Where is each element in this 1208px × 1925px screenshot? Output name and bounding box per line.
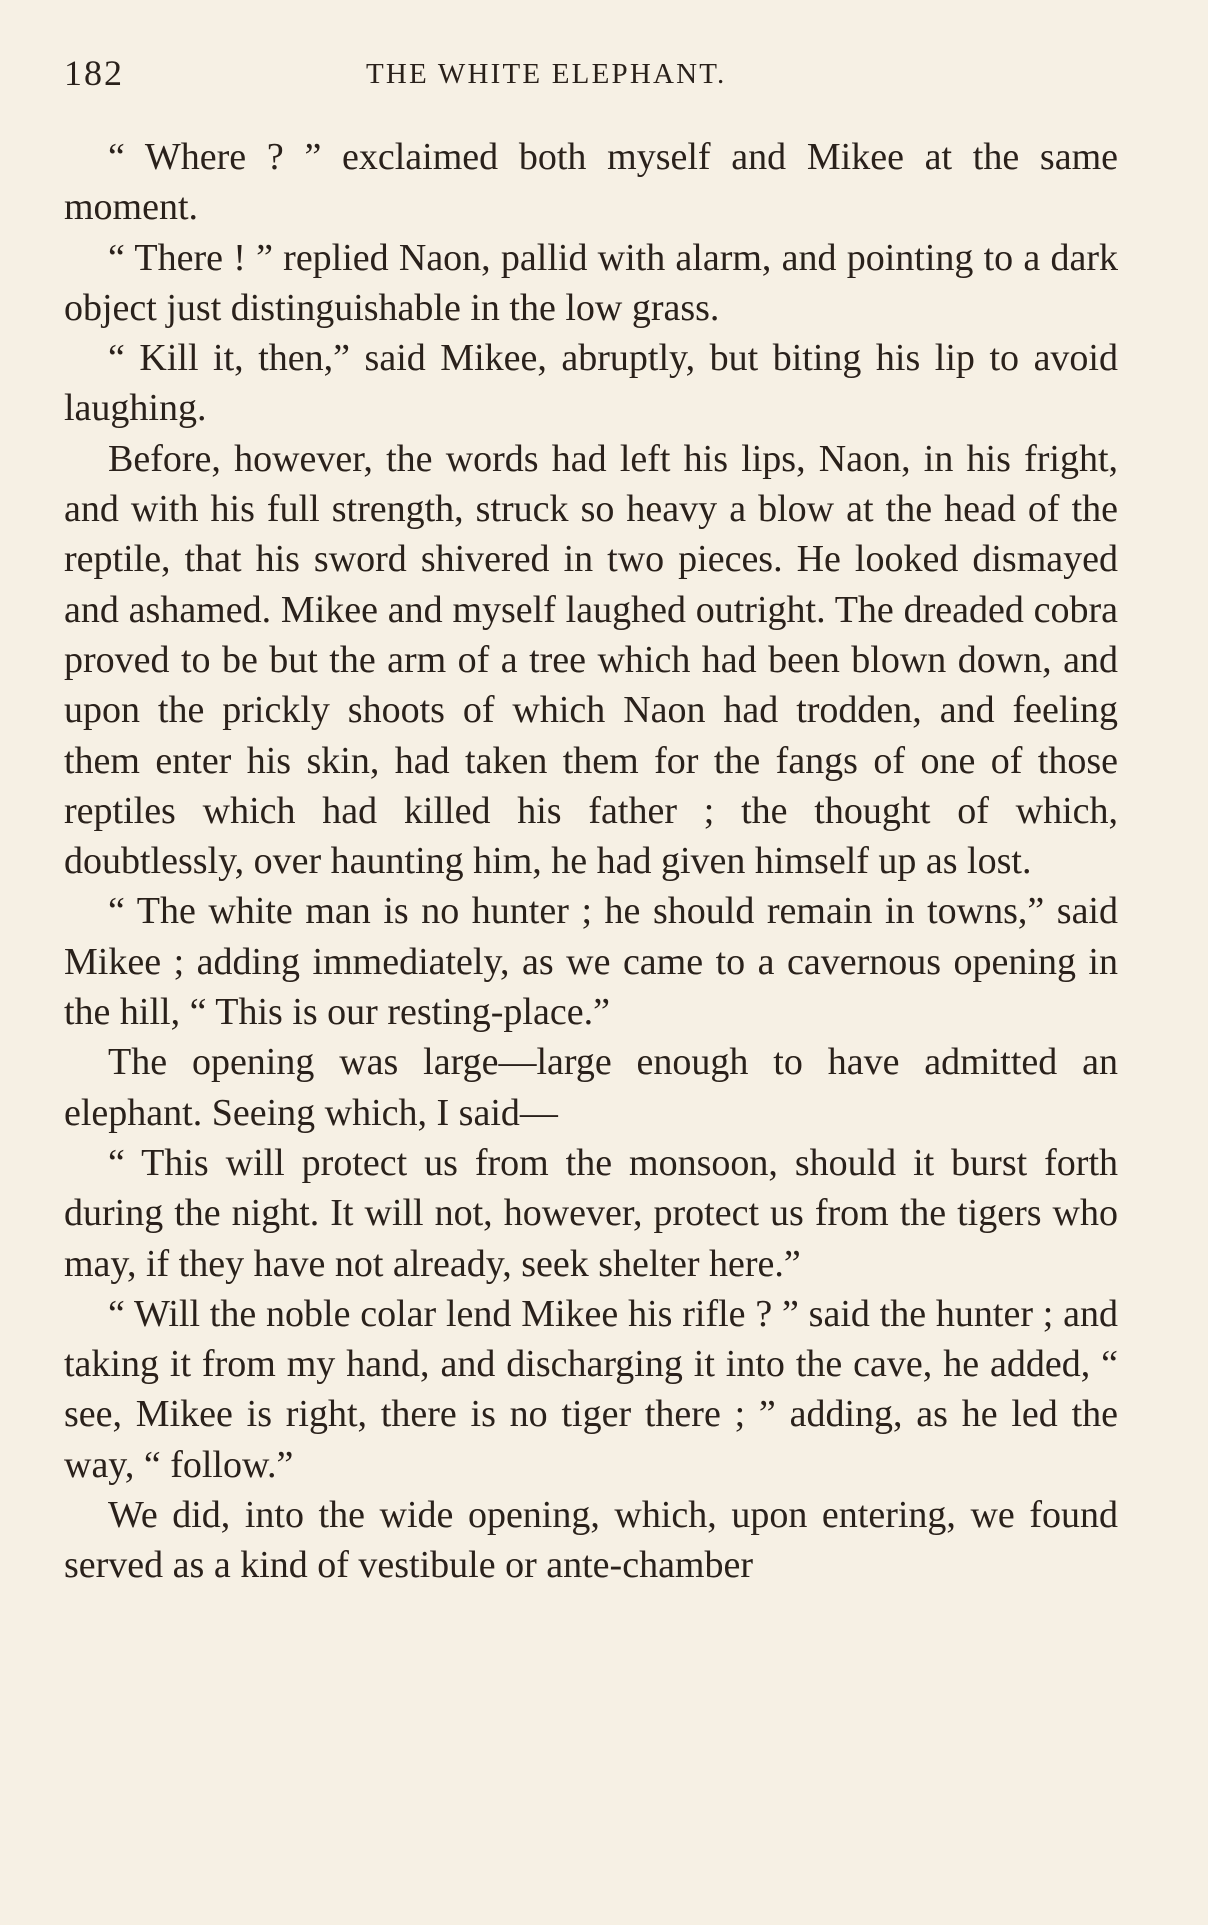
paragraph: “ Kill it, then,” said Mikee, abruptly, but biting his lip to avoid laughing. xyxy=(64,337,1118,430)
paragraph: “ Will the noble colar lend Mikee his rifle ? ” said the hunter ; and taking it from my hand, and discharging it into the cave, he added, “ see, Mikee is right, there is no tiger there ; ” adding, as he led the way, “ follow.” xyxy=(64,1292,1118,1486)
paragraph: “ There ! ” replied Naon, pallid with alarm, and pointing to a dark object just distinguishable in the low grass. xyxy=(64,236,1118,329)
paragraph: “ This will protect us from the monsoon, should it burst forth during the night. It will not, however, protect us from the tigers who may, if they have not already, seek shelter here.” xyxy=(64,1141,1118,1285)
running-title: THE WHITE ELEPHANT. xyxy=(366,58,727,90)
paragraph: “ Where ? ” exclaimed both myself and Mikee at the same moment. xyxy=(64,136,1118,229)
paragraph: We did, into the wide opening, which, upon entering, we found served as a kind of vestibule or ante-chamber xyxy=(64,1494,1118,1587)
page-header xyxy=(64,48,1118,98)
paragraph: “ The white man is no hunter ; he should remain in towns,” said Mikee ; adding immediately, as we came to a cavernous opening in the hill, “ This is our resting-place.” xyxy=(64,890,1118,1034)
paragraph: The opening was large—large enough to have admitted an elephant. Seeing which, I said— xyxy=(64,1041,1118,1134)
page-number: 182 xyxy=(64,53,124,93)
text-body xyxy=(64,132,1118,1591)
paragraph: Before, however, the words had left his lips, Naon, in his fright, and with his full strength, struck so heavy a blow at the head of the reptile, that his sword shivered in two pieces. He looked dismayed and ashamed. Mikee and myself laughed outright. The dreaded cobra proved to be but the arm of a tree which had been blown down, and upon the prickly shoots of which Naon had trodden, and feeling them enter his skin, had taken them for the fangs of one of those reptiles which had killed his father ; the thought of which, doubtlessly, over haunting him, he had given himself up as lost. xyxy=(64,437,1118,883)
